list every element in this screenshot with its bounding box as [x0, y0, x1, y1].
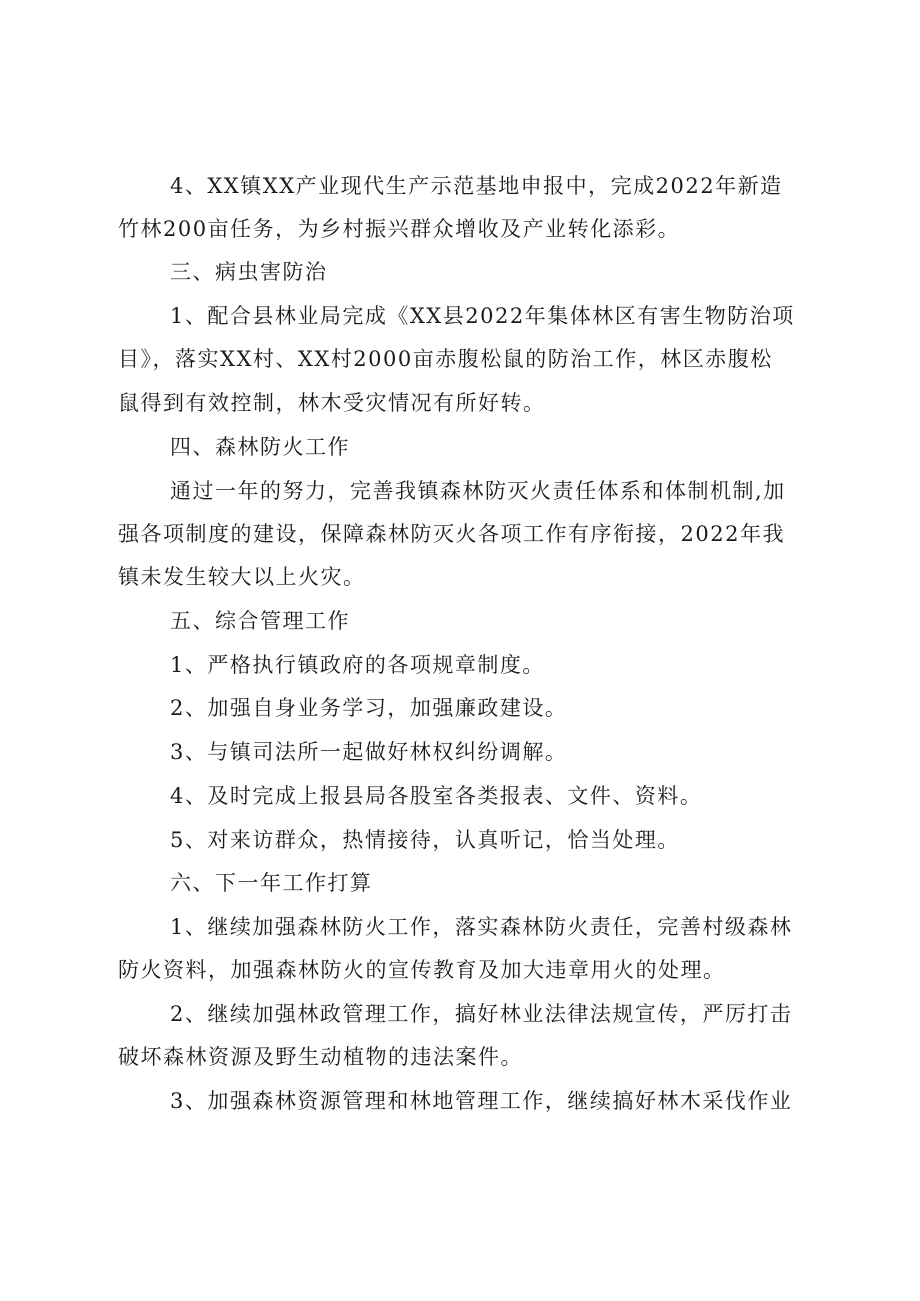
text-line: 4、XX镇XX产业现代生产示范基地申报中，完成2022年新造 — [170, 174, 783, 198]
text-line: 5、对来访群众，热情接待，认真听记，恰当处理。 — [170, 828, 680, 852]
text-line: 2、加强自身业务学习，加强廉政建设。 — [170, 696, 568, 720]
text-line: 目》，落实XX村、XX村2000亩赤腹松鼠的防治工作，林区赤腹松 — [118, 347, 773, 371]
text-line: 破坏森林资源及野生动植物的违法案件。 — [118, 1045, 523, 1069]
text-line: 3、与镇司法所一起做好林权纠纷调解。 — [170, 740, 568, 764]
text-line: 竹林200亩任务，为乡村振兴群众增收及产业转化添彩。 — [118, 217, 681, 241]
text-line: 2、继续加强林政管理工作，搞好林业法律法规宣传，严厉打击 — [170, 1002, 793, 1026]
text-line: 3、加强森林资源管理和林地管理工作，继续搞好林木采伐作业 — [170, 1089, 793, 1113]
text-line: 通过一年的努力，完善我镇森林防灭火责任体系和体制机制,加 — [170, 479, 786, 503]
section-heading: 五、综合管理工作 — [170, 609, 350, 633]
text-line: 防火资料，加强森林防火的宣传教育及加大违章用火的处理。 — [118, 958, 726, 982]
text-line: 1、继续加强森林防火工作，落实森林防火责任，完善村级森林 — [170, 915, 793, 939]
section-heading: 六、下一年工作打算 — [170, 871, 373, 895]
text-line: 强各项制度的建设，保障森林防灭火各项工作有序衔接，2022年我 — [118, 522, 785, 546]
section-heading: 四、森林防火工作 — [170, 435, 350, 459]
text-line: 鼠得到有效控制，林木受灾情况有所好转。 — [118, 391, 546, 415]
text-line: 1、配合县林业局完成《XX县2022年集体林区有害生物防治项 — [170, 304, 795, 328]
section-heading: 三、病虫害防治 — [170, 260, 328, 284]
text-line: 1、严格执行镇政府的各项规章制度。 — [170, 653, 545, 677]
text-line: 镇未发生较大以上火灾。 — [118, 565, 366, 589]
text-line: 4、及时完成上报县局各股室各类报表、文件、资料。 — [170, 784, 703, 808]
